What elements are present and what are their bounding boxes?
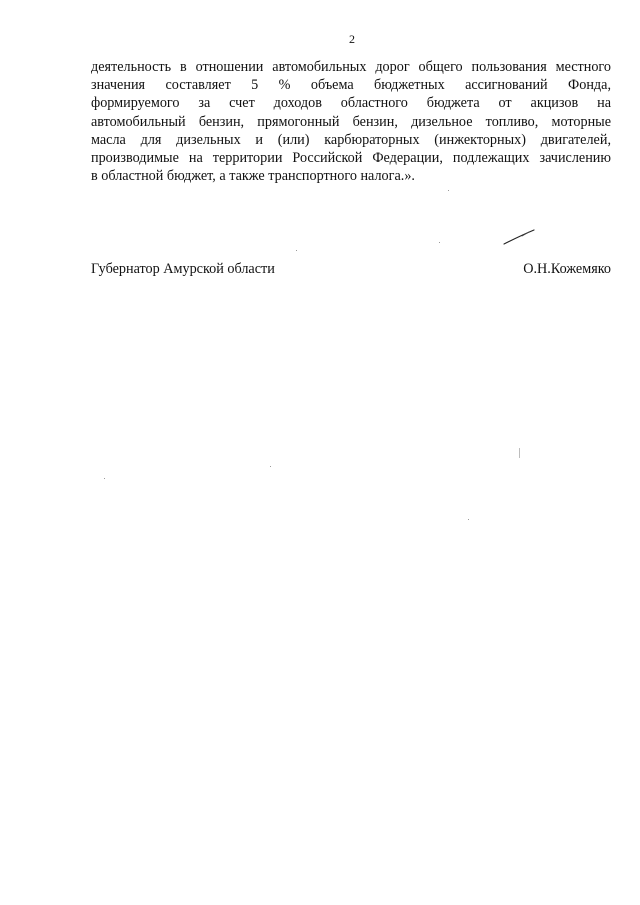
scan-speck bbox=[439, 242, 440, 243]
page-number: 2 bbox=[349, 32, 355, 46]
scan-speck bbox=[468, 519, 469, 520]
paragraph-line: в областной бюджет, а также транспортного налога.». bbox=[91, 168, 415, 185]
signer-name: О.Н.Кожемяко bbox=[523, 261, 611, 277]
body-paragraph bbox=[91, 58, 611, 185]
scan-speck bbox=[448, 190, 449, 191]
signer-title: Губернатор Амурской области bbox=[91, 261, 275, 277]
handwritten-signature bbox=[502, 228, 536, 246]
scan-speck bbox=[104, 478, 105, 479]
scan-speck bbox=[296, 250, 297, 251]
scan-speck bbox=[270, 466, 271, 467]
paragraph-line: производимые на территории Российской Федерации, подлежащих зачислению bbox=[91, 149, 611, 166]
scan-artifact-line bbox=[519, 448, 520, 458]
paragraph-line: деятельность в отношении автомобильных дорог общего пользования местного bbox=[91, 59, 611, 75]
paragraph-line: значения составляет 5 % объема бюджетных ассигнований Фонда, bbox=[91, 77, 611, 94]
paragraph-line: масла для дизельных и (или) карбюраторных (инжекторных) двигателей, bbox=[91, 131, 611, 148]
paragraph-line: формируемого за счет доходов областного бюджета от акцизов на bbox=[91, 95, 611, 112]
paragraph-line: автомобильный бензин, прямогонный бензин, дизельное топливо, моторные bbox=[91, 113, 611, 130]
